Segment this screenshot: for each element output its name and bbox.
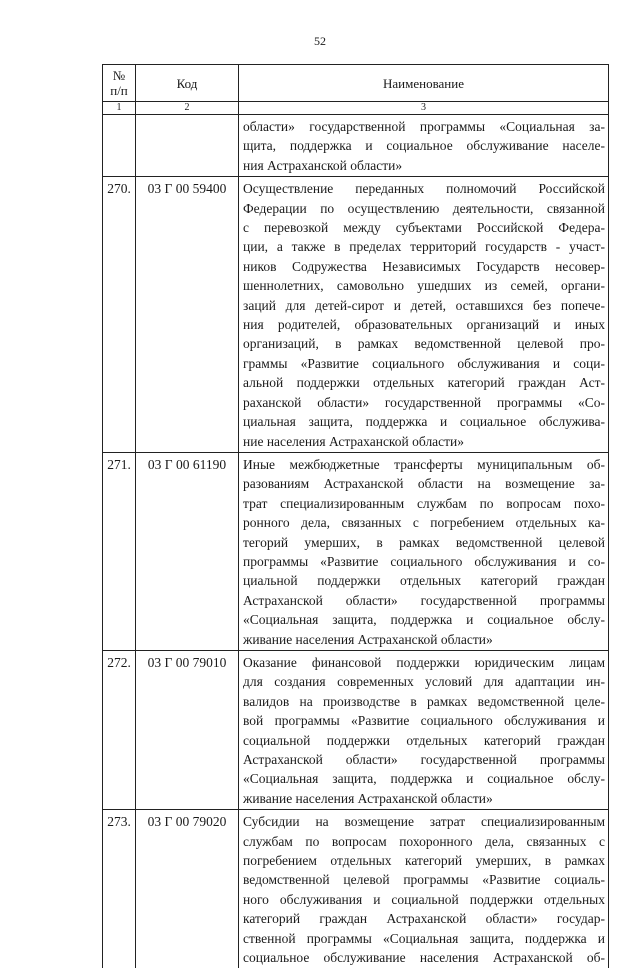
row-name-line: ции, а также в пределах территорий государств - участ- — [243, 237, 605, 256]
table-row — [103, 810, 609, 968]
column-index-row — [103, 102, 609, 115]
column-index: 1 — [103, 102, 136, 115]
row-number: 271. — [103, 452, 136, 650]
row-name — [239, 177, 609, 453]
table-row — [103, 115, 609, 177]
row-name-line: Астраханской области» государственной программы — [243, 750, 605, 769]
row-name — [239, 452, 609, 650]
row-code: 03 Г 00 59400 — [136, 177, 239, 453]
row-name-line: циальная защита, поддержка и социальное обслужива- — [243, 412, 605, 431]
row-name-line: раханской области» государственной программы «Со- — [243, 393, 605, 412]
row-code: 03 Г 00 79020 — [136, 810, 239, 968]
row-name-line: граммы «Развитие социального обслуживания и соци- — [243, 354, 605, 373]
page-number: 52 — [0, 34, 640, 49]
row-name-line: трат специализированным службам по вопросам похо- — [243, 494, 605, 513]
table-header-row — [103, 65, 609, 102]
row-name — [239, 650, 609, 809]
row-name-line: живание населения Астраханской области» — [243, 630, 605, 649]
row-name-line: погребением отдельных категорий умерших, в рамках — [243, 851, 605, 870]
row-name-line: «Социальная защита, поддержка и социальное обслу- — [243, 769, 605, 788]
row-name-line: Федерации по осуществлению деятельности, связанной — [243, 199, 605, 218]
row-number — [103, 115, 136, 177]
row-name-line: альной поддержки отдельных категорий граждан Аст- — [243, 373, 605, 392]
column-index: 3 — [239, 102, 609, 115]
row-name-line: для создания современных условий для адаптации ин- — [243, 672, 605, 691]
header-number — [103, 65, 136, 102]
row-name-line: Осуществление переданных полномочий Российской — [243, 179, 605, 198]
row-name-line: шеннолетних, самовольно ушедших из семей, органи- — [243, 276, 605, 295]
row-name-line: живание населения Астраханской области» — [243, 789, 605, 808]
row-name-line: тегорий умерших, в рамках ведомственной целевой — [243, 533, 605, 552]
row-name-line: социальной поддержки отдельных категорий граждан — [243, 731, 605, 750]
row-code: 03 Г 00 79010 — [136, 650, 239, 809]
row-name-line: разованиям Астраханской области на возмещение за- — [243, 474, 605, 493]
row-name-line: с перевозкой между субъектами Российской Федера- — [243, 218, 605, 237]
row-name-line: циальной поддержки отдельных категорий граждан — [243, 571, 605, 590]
row-name-line: ведомственной целевой программы «Развитие социаль- — [243, 870, 605, 889]
row-name — [239, 810, 609, 968]
column-index: 2 — [136, 102, 239, 115]
row-name-line: валидов на производстве в рамках ведомственной целе- — [243, 692, 605, 711]
row-code: 03 Г 00 61190 — [136, 452, 239, 650]
header-name: Наименование — [239, 65, 609, 102]
row-name-line: программы «Развитие социального обслуживания и со- — [243, 552, 605, 571]
header-code: Код — [136, 65, 239, 102]
row-name-line: категорий граждан Астраханской области» госудаp- — [243, 909, 605, 928]
row-name-line: заций для детей-сирот и детей, оставшихся без попече- — [243, 296, 605, 315]
row-name-line: ния Астраханской области» — [243, 156, 605, 175]
row-name-line: Иные межбюджетные трансферты муниципальным об- — [243, 455, 605, 474]
row-name-line: социальное обслуживание населения Астраханской об- — [243, 948, 605, 967]
row-name-line: щита, поддержка и социальное обслуживание населе- — [243, 136, 605, 155]
row-name — [239, 115, 609, 177]
row-name-line: ния родителей, образовательных организаций и иных — [243, 315, 605, 334]
row-name-line: Астраханской области» государственной программы — [243, 591, 605, 610]
row-name-line: ронного дела, связанных с погребением отдельных ка- — [243, 513, 605, 532]
row-name-line: службам по вопросам похоронного дела, связанных с — [243, 832, 605, 851]
budget-code-table — [102, 64, 609, 968]
row-name-line: вой программы «Развитие социального обслуживания и — [243, 711, 605, 730]
table-row — [103, 650, 609, 809]
row-name-line: ственной программы «Социальная защита, поддержка и — [243, 929, 605, 948]
table-row — [103, 452, 609, 650]
row-name-line: Субсидии на возмещение затрат специализированным — [243, 812, 605, 831]
header-number-label: № п/п — [103, 68, 135, 98]
row-name-line: ников Содружества Независимых Государств несовер- — [243, 257, 605, 276]
row-name-line: Оказание финансовой поддержки юридическим лицам — [243, 653, 605, 672]
row-name-line: ного обслуживания и социальной поддержки отдельных — [243, 890, 605, 909]
row-name-line: области» государственной программы «Социальная за- — [243, 117, 605, 136]
table-body — [103, 115, 609, 968]
table-row — [103, 177, 609, 453]
row-code — [136, 115, 239, 177]
row-number: 272. — [103, 650, 136, 809]
row-number: 273. — [103, 810, 136, 968]
row-number: 270. — [103, 177, 136, 453]
row-name-line: организаций, в рамках ведомственной целевой про- — [243, 334, 605, 353]
row-name-line: ние населения Астраханской области» — [243, 432, 605, 451]
row-name-line: «Социальная защита, поддержка и социальное обслу- — [243, 610, 605, 629]
